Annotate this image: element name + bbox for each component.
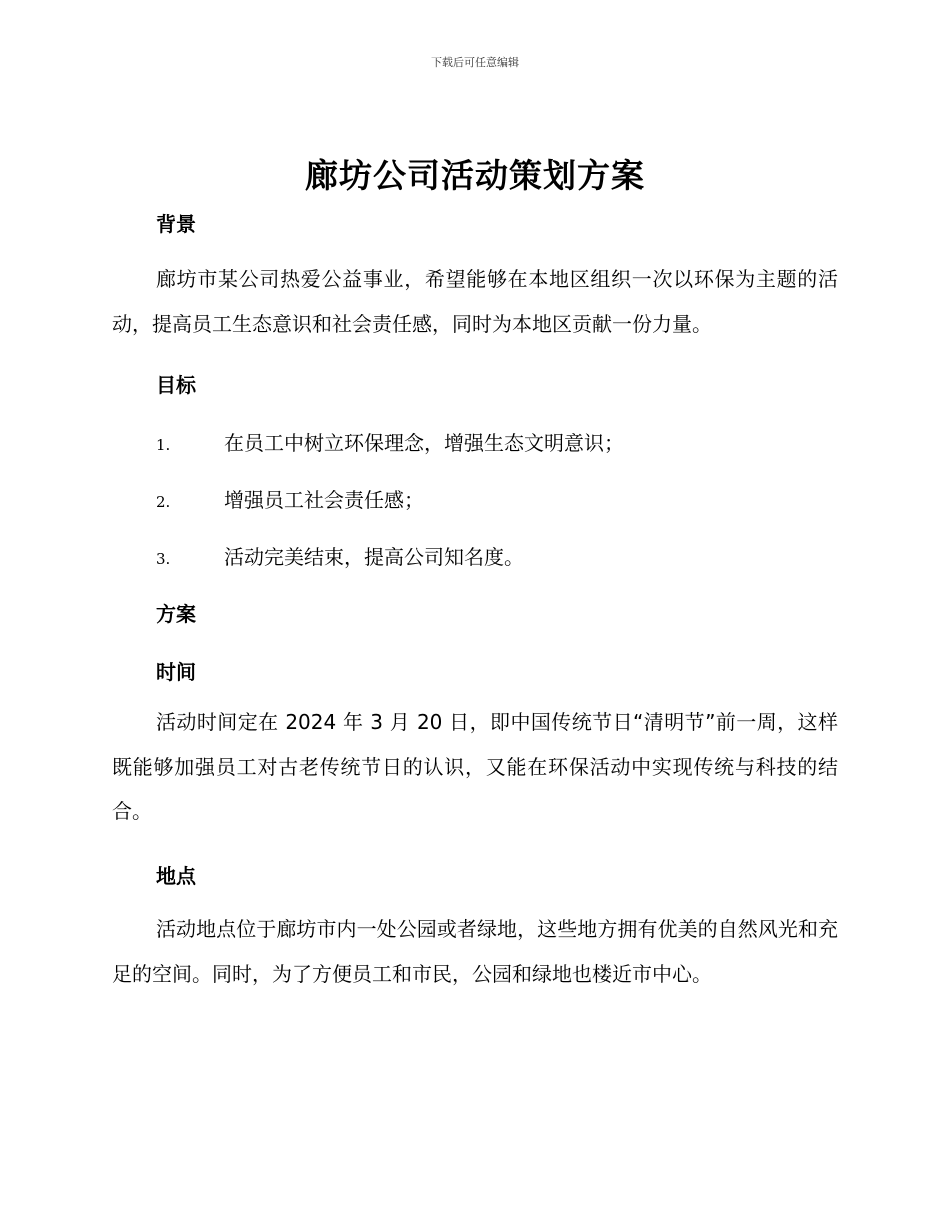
goal-list-item (156, 541, 856, 570)
section-heading-plan: 方案 (156, 602, 196, 626)
page-header-note: 下载后可任意编辑 (431, 56, 519, 69)
location-paragraph: 活动地点位于廊坊市内一处公园或者绿地，这些地方拥有优美的自然风光和充足的空间。同时，为了方便员工和市民，公园和绿地也楼近市中心。 (112, 917, 838, 986)
time-paragraph: 活动时间定在 2024 年 3 月 20 日，即中国传统节日“清明节”前一周，这样既能够加强员工对古老传统节日的认识，又能在环保活动中实现传统与科技的结合。 (112, 710, 838, 823)
list-number: 2. (156, 493, 171, 511)
list-number: 1. (156, 436, 171, 454)
list-text: 在员工中树立环保理念，增强生态文明意识； (224, 431, 624, 455)
list-number: 3. (156, 550, 171, 568)
section-heading-location: 地点 (156, 864, 196, 888)
goal-list-item (156, 484, 856, 513)
section-heading-background: 背景 (156, 212, 196, 236)
goal-list-item (156, 427, 856, 456)
background-paragraph: 廊坊市某公司热爱公益事业，希望能够在本地区组织一次以环保为主题的活动，提高员工生态意识和社会责任感，同时为本地区贡献一份力量。 (112, 267, 838, 336)
section-heading-time: 时间 (156, 660, 196, 684)
section-heading-goals: 目标 (156, 373, 196, 397)
list-text: 活动完美结束，提高公司知名度。 (224, 545, 524, 569)
document-title: 廊坊公司活动策划方案 (305, 156, 645, 195)
list-text: 增强员工社会责任感； (224, 488, 424, 512)
